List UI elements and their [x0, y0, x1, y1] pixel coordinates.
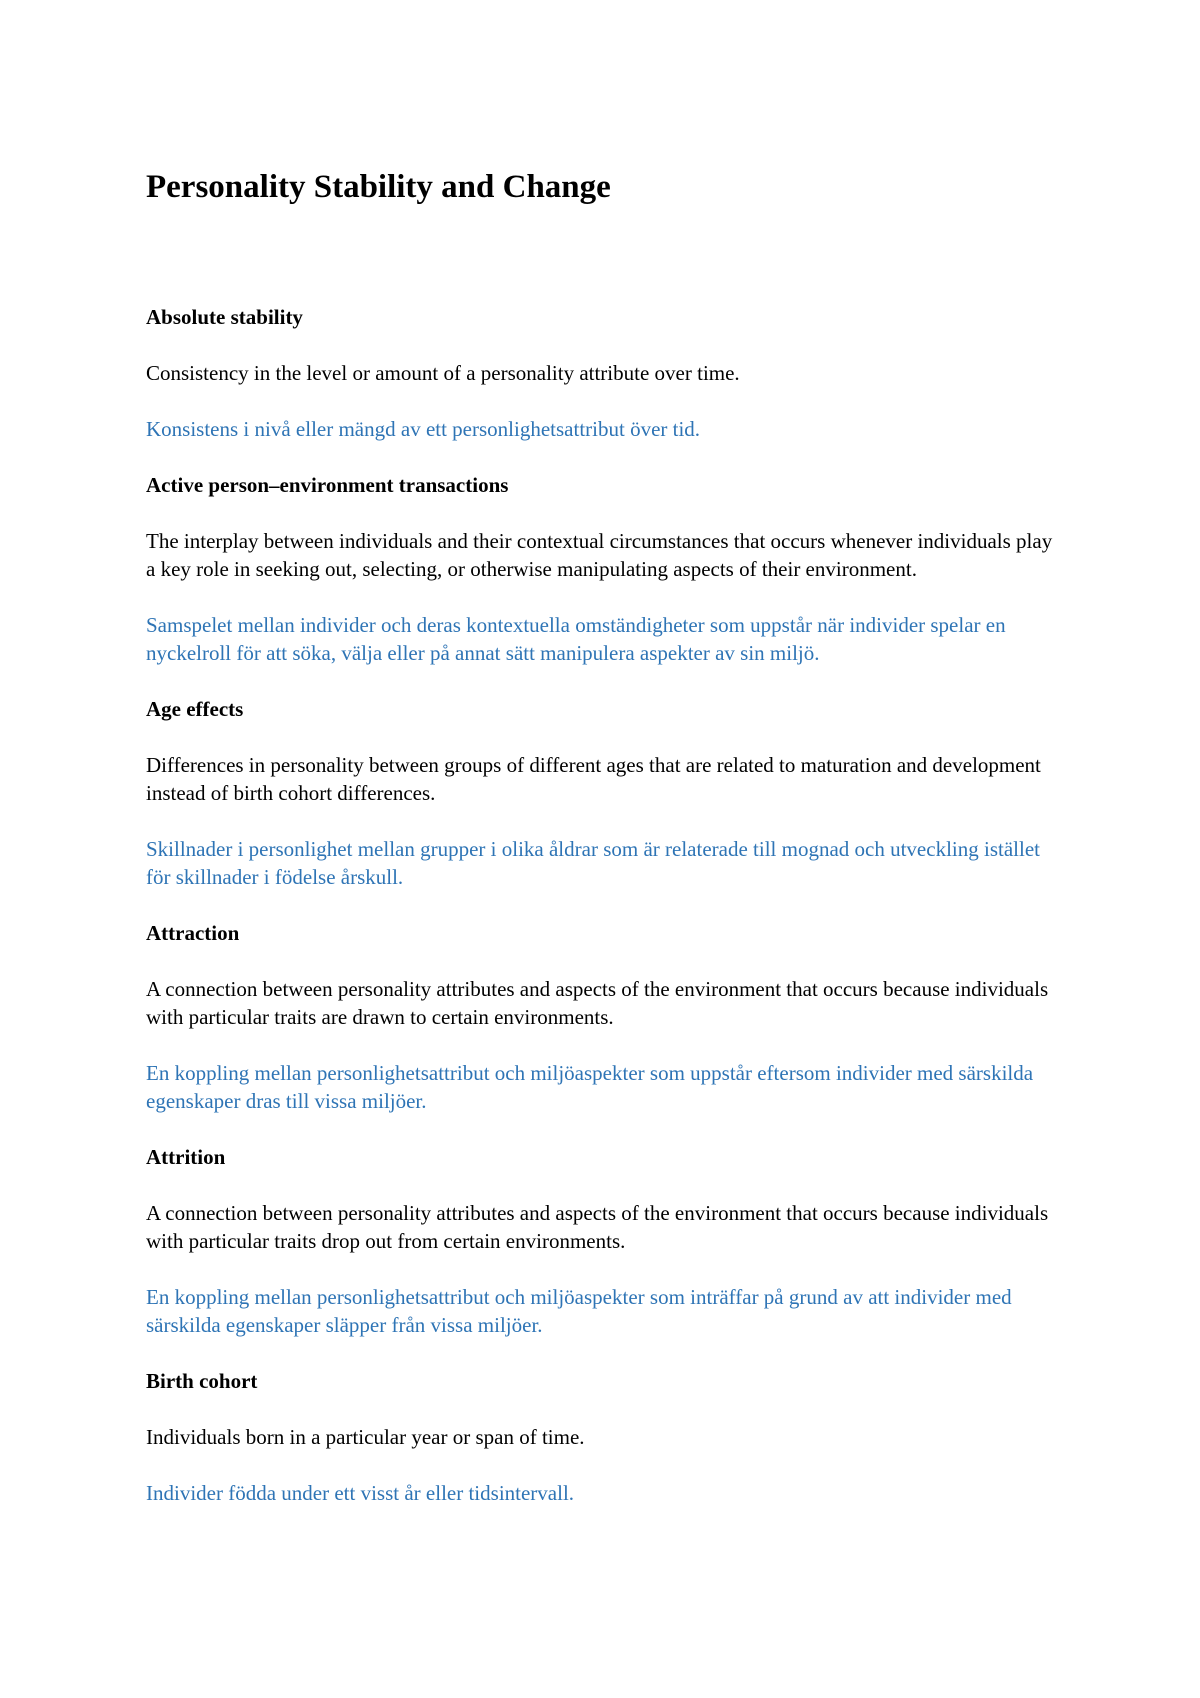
- term-heading: Active person–environment transactions: [146, 472, 509, 497]
- term-translation: En koppling mellan personlighetsattribut och miljöaspekter som inträffar på grund av att individer med särskilda egenskaper släpper från vissa miljöer.: [146, 1284, 1012, 1337]
- document-content: [146, 168, 1066, 1535]
- term-definition: Individuals born in a particular year or span of time.: [146, 1424, 585, 1449]
- term-translation: Individer födda under ett visst år eller tidsintervall.: [146, 1480, 575, 1505]
- term-heading: Age effects: [146, 696, 244, 721]
- term-definition: The interplay between individuals and their contextual circumstances that occurs whenever individuals play a key role in seeking out, selecting, or otherwise manipulating aspects of their environment.: [146, 528, 1053, 581]
- term-definition: A connection between personality attributes and aspects of the environment that occurs because individuals with particular traits are drawn to certain environments.: [146, 976, 1049, 1029]
- term-heading: Birth cohort: [146, 1368, 258, 1393]
- term-translation: Skillnader i personlighet mellan grupper i olika åldrar som är relaterade till mognad och utveckling istället för skillnader i födelse årskull.: [146, 836, 1040, 889]
- glossary-entry: [146, 919, 1066, 1115]
- glossary-entry: [146, 1143, 1066, 1339]
- term-translation: En koppling mellan personlighetsattribut och miljöaspekter som uppstår eftersom individer med särskilda egenskaper dras till vissa miljöer.: [146, 1060, 1034, 1113]
- glossary-entry: [146, 695, 1066, 891]
- page-title: Personality Stability and Change: [146, 169, 611, 205]
- term-definition: A connection between personality attributes and aspects of the environment that occurs because individuals with particular traits drop out from certain environments.: [146, 1200, 1049, 1253]
- term-heading: Attrition: [146, 1144, 226, 1169]
- term-definition: Differences in personality between groups of different ages that are related to maturation and development instead of birth cohort differences.: [146, 752, 1041, 805]
- glossary-entry: [146, 471, 1066, 667]
- term-heading: Absolute stability: [146, 304, 303, 329]
- glossary-entry: [146, 303, 1066, 443]
- term-heading: Attraction: [146, 920, 240, 945]
- term-translation: Konsistens i nivå eller mängd av ett personlighetsattribut över tid.: [146, 416, 701, 441]
- term-definition: Consistency in the level or amount of a personality attribute over time.: [146, 360, 740, 385]
- term-translation: Samspelet mellan individer och deras kontextuella omständigheter som uppstår när individer spelar en nyckelroll för att söka, välja eller på annat sätt manipulera aspekter av sin miljö.: [146, 612, 1006, 665]
- glossary-entry: [146, 1367, 1066, 1507]
